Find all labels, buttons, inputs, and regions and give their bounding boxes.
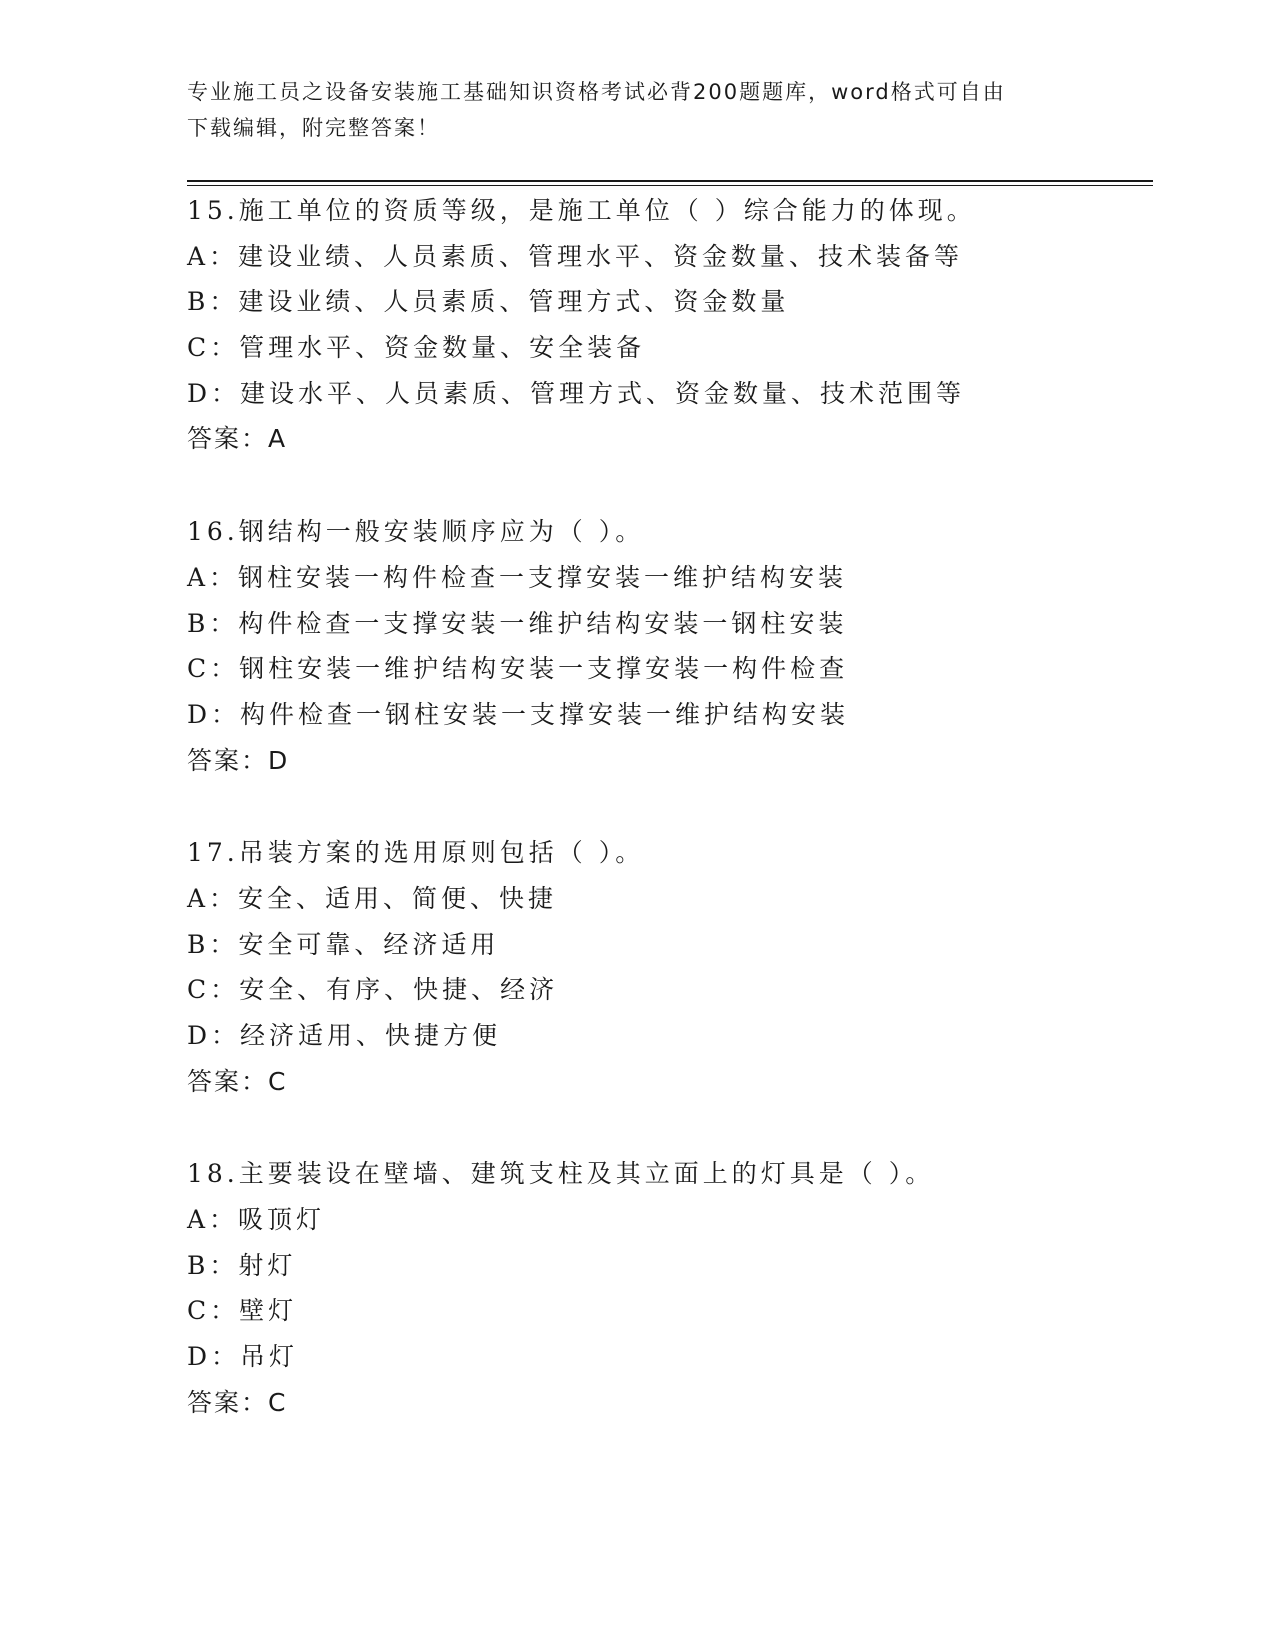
- question-list: [187, 188, 1147, 1473]
- option-a: A：安全、适用、简便、快捷: [187, 883, 558, 913]
- question-stem: 16.钢结构一般安装顺序应为（ ）。: [187, 517, 645, 547]
- question-stem: 17.吊装方案的选用原则包括（ ）。: [187, 838, 645, 868]
- option-b: B：建设业绩、人员素质、管理方式、资金数量: [187, 287, 790, 317]
- option-c: C：管理水平、资金数量、安全装备: [187, 333, 646, 363]
- question-18: [187, 1151, 1147, 1425]
- option-d: D：经济适用、快捷方便: [187, 1021, 502, 1050]
- question-17: [187, 830, 1147, 1104]
- header-line-1: 专业施工员之设备安装施工基础知识资格考试必背200题题库，word格式可自由: [187, 80, 1006, 104]
- answer-line: 答案：C: [187, 1387, 288, 1417]
- option-c: C：钢柱安装一维护结构安装一支撑安装一构件检查: [187, 654, 849, 684]
- header-divider-thin: [187, 185, 1153, 186]
- header-divider-thick: [187, 180, 1153, 182]
- option-d: D：构件检查一钢柱安装一支撑安装一维护结构安装: [187, 699, 850, 729]
- option-b: B：安全可靠、经济适用: [187, 929, 500, 959]
- document-header: [187, 74, 1087, 146]
- option-d: D：吊灯: [187, 1342, 299, 1372]
- option-c: C：安全、有序、快捷、经济: [187, 975, 559, 1005]
- answer-line: 答案：C: [187, 1066, 288, 1096]
- answer-line: 答案：A: [187, 424, 288, 454]
- question-stem: 15.施工单位的资质等级，是施工单位（ ）综合能力的体现。: [187, 196, 976, 225]
- option-a: A：吸顶灯: [187, 1205, 326, 1235]
- option-a: A：钢柱安装一构件检查一支撑安装一维护结构安装: [187, 562, 848, 592]
- option-a: A：建设业绩、人员素质、管理水平、资金数量、技术装备等: [187, 241, 964, 271]
- option-d: D：建设水平、人员素质、管理方式、资金数量、技术范围等: [187, 378, 966, 408]
- option-b: B：构件检查一支撑安装一维护结构安装一钢柱安装: [187, 608, 848, 638]
- question-stem: 18.主要装设在壁墙、建筑支柱及其立面上的灯具是（ ）。: [187, 1159, 935, 1189]
- question-15: [187, 188, 1147, 462]
- option-b: B：射灯: [187, 1250, 297, 1280]
- answer-line: 答案：D: [187, 745, 290, 775]
- header-line-2: 下载编辑，附完整答案！: [187, 116, 440, 140]
- question-16: [187, 509, 1147, 783]
- option-c: C：壁灯: [187, 1296, 298, 1326]
